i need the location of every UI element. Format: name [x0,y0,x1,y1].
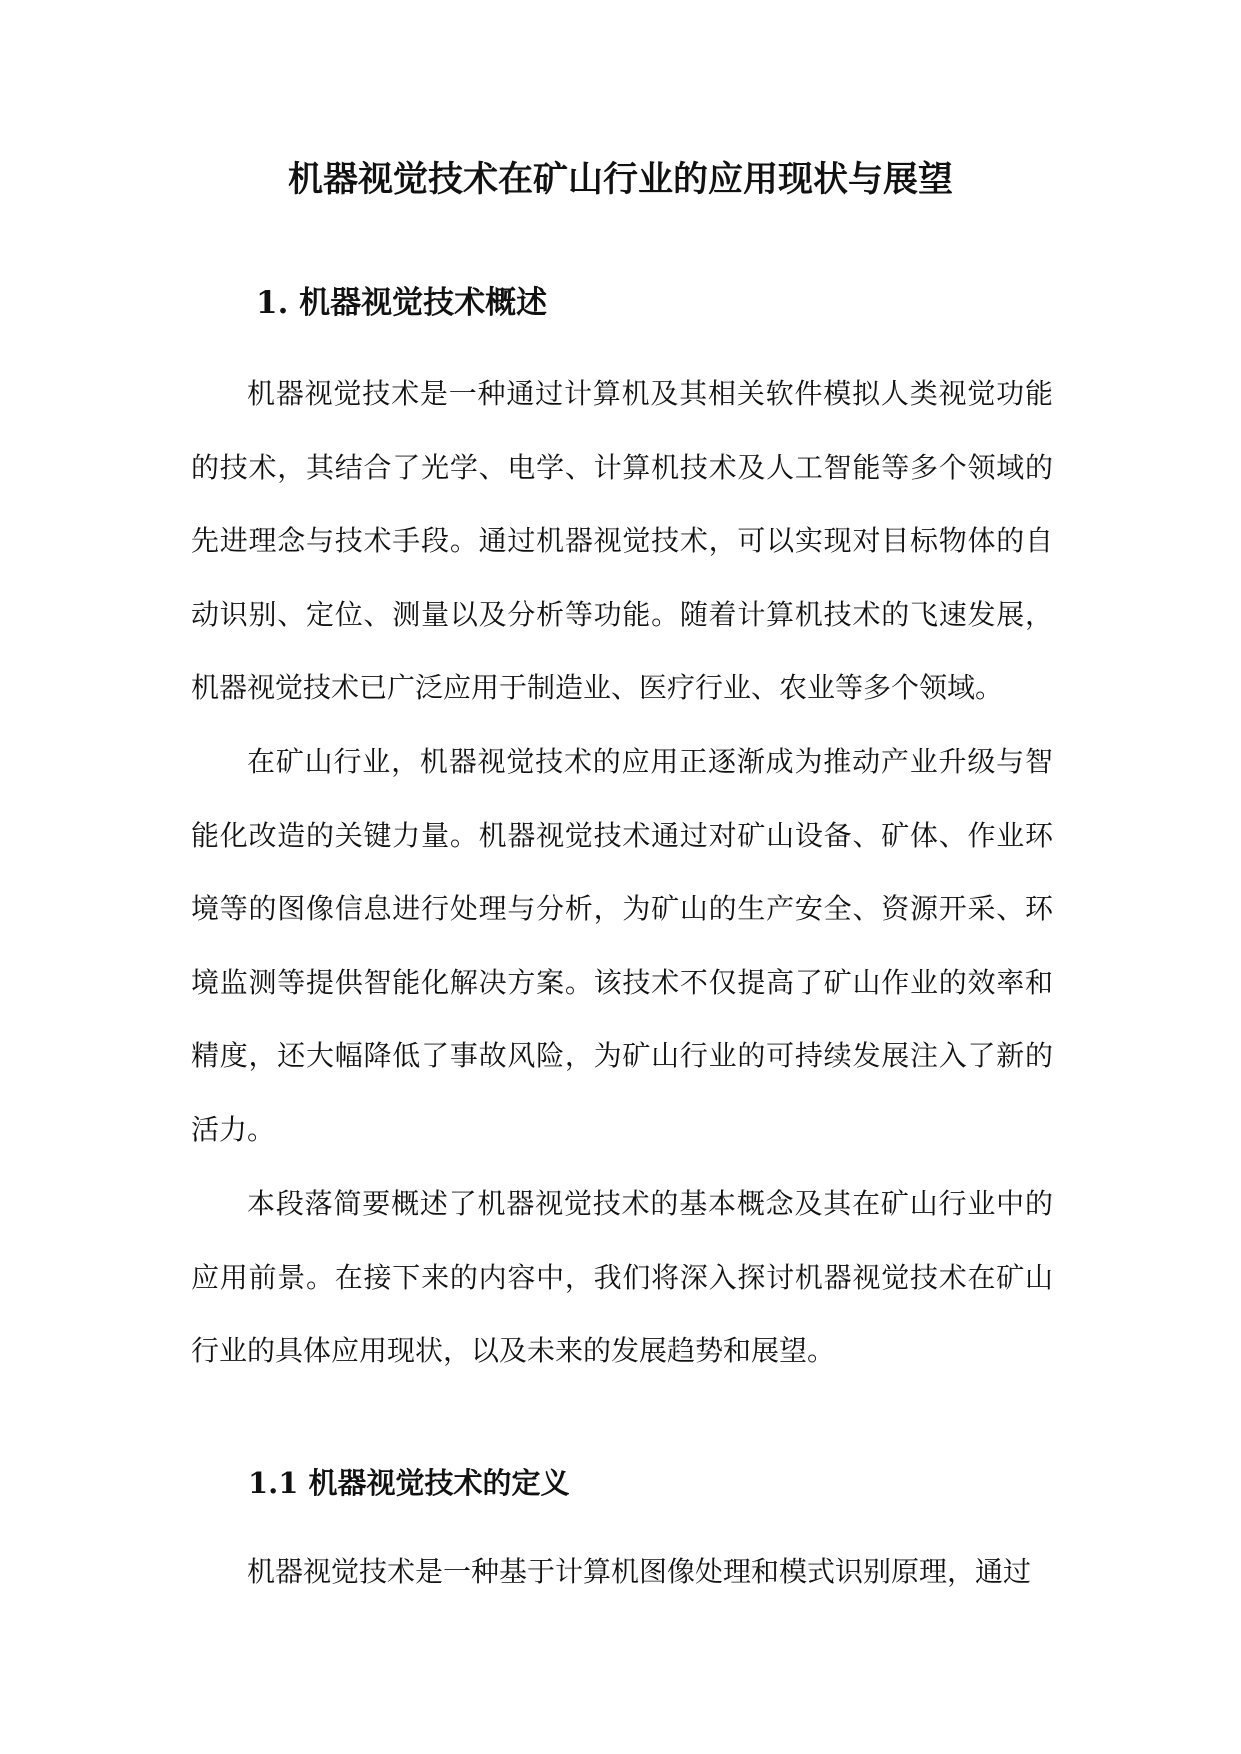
paragraph-1: 机器视觉技术是一种通过计算机及其相关软件模拟人类视觉功能的技术，其结合了光学、电学、计算机技术及人工智能等多个领域的先进理念与技术手段。通过机器视觉技术，可以实现对目标物体的自动识别、定位、测量以及分析等功能。随着计算机技术的飞速发展，机器视觉技术已广泛应用于制造业、医疗行业、农业等多个领域。 [191,377,1053,704]
section-heading-1: 1. 机器视觉技术概述 [256,285,548,321]
document-title: 机器视觉技术在矿山行业的应用现状与展望 [287,159,953,200]
paragraph-2: 在矿山行业，机器视觉技术的应用正逐渐成为推动产业升级与智能化改造的关键力量。机器视觉技术通过对矿山设备、矿体、作业环境等的图像信息进行处理与分析，为矿山的生产安全、资源开采、环境监测等提供智能化解决方案。该技术不仅提高了矿山作业的效率和精度，还大幅降低了事故风险，为矿山行业的可持续发展注入了新的活力。 [191,745,1053,1146]
subsection-heading-1-1: 1.1 机器视觉技术的定义 [248,1466,570,1500]
paragraph-3: 本段落简要概述了机器视觉技术的基本概念及其在矿山行业中的应用前景。在接下来的内容中，我们将深入探讨机器视觉技术在矿山行业的具体应用现状，以及未来的发展趋势和展望。 [191,1187,1053,1367]
paragraph-1-1: 机器视觉技术是一种基于计算机图像处理和模式识别原理，通过 [247,1555,1032,1588]
